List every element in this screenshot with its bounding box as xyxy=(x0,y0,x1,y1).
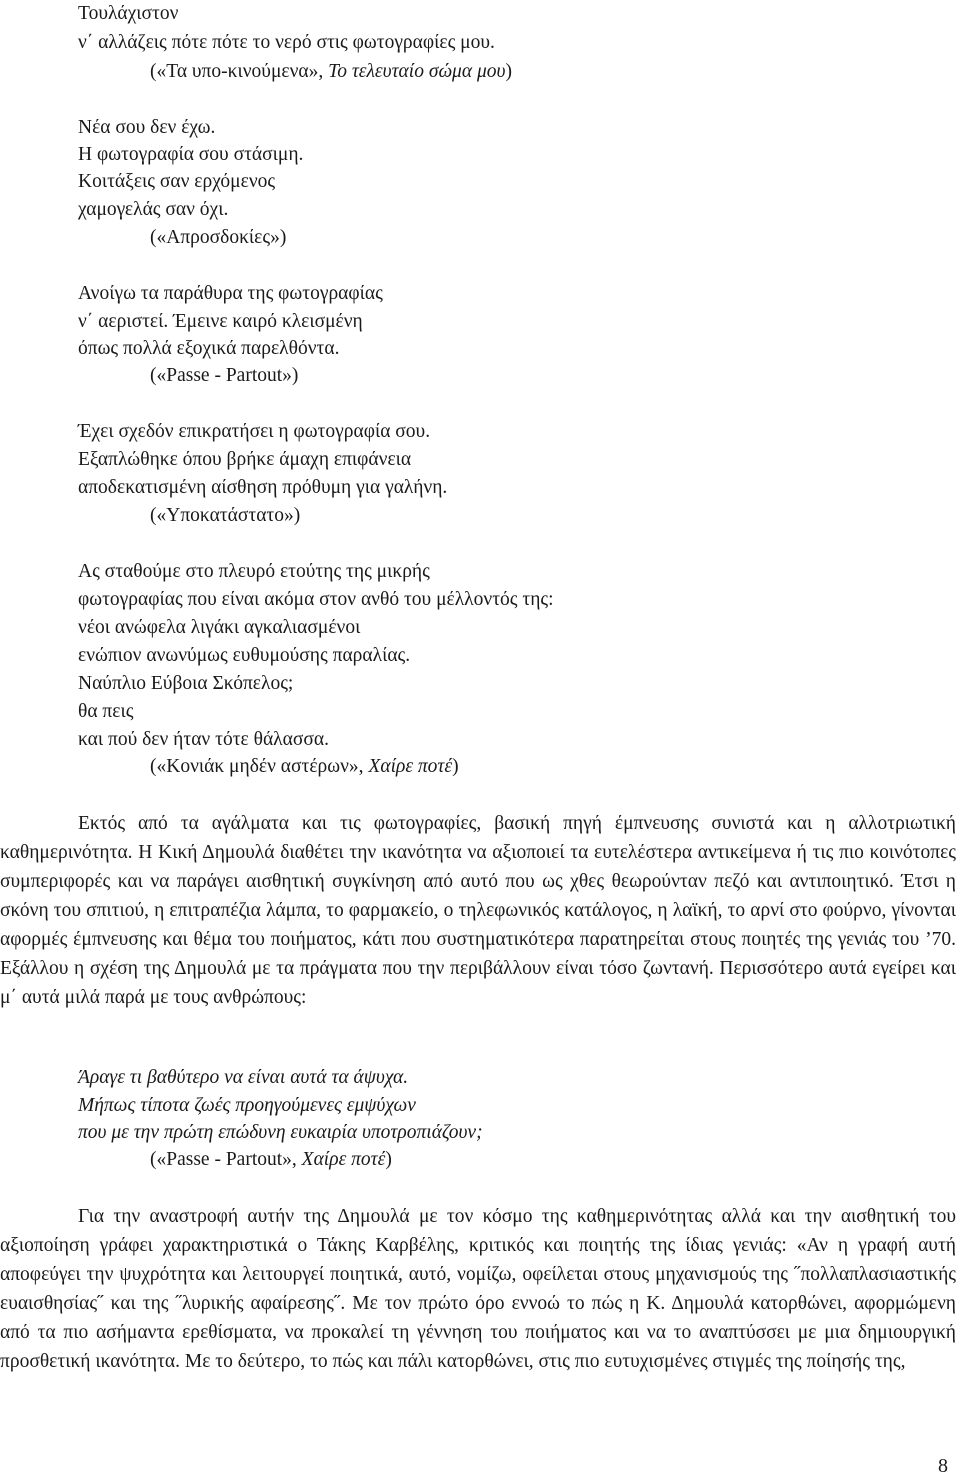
source-title: («Κονιάκ μηδέν αστέρων», xyxy=(150,756,369,777)
source-book: Χαίρε ποτέ xyxy=(301,1149,386,1170)
poem-line: Ναύπλιο Εύβοια Σκόπελος; xyxy=(78,673,294,694)
source-close: ) xyxy=(505,61,512,82)
poem-line: ενώπιον ανωνύμως ευθυμούσης παραλίας. xyxy=(78,645,411,666)
poem-line: και πού δεν ήταν τότε θάλασσα. xyxy=(78,729,329,750)
poem-line: Η φωτογραφία σου στάσιμη. xyxy=(78,144,304,165)
poem-line: που με την πρώτη επώδυνη ευκαιρία υποτροπιάζουν; xyxy=(78,1122,483,1143)
poem-line: Ανοίγω τα παράθυρα της φωτογραφίας xyxy=(78,283,383,304)
paragraph-text: Για την αναστροφή αυτήν της Δημουλά με τον κόσμο της καθημερινότητας αλλά και την αισθητική του αξιοποίηση γράφει χαρακτηριστικά ο Τάκης Καρβέλης, κριτικός και ποιητής της ίδιας γενιάς: «Αν η γραφή αυτή αποφεύγει την ψυχρότητα και λειτουργεί ποιητικά, αυτό, νομίζω, οφείλεται στους μηχανισμούς της ˝πολλαπλασιαστικής ευαισθησίας˝ και της ˝λυρικής αφαίρεσης˝. Με τον πρώτο όρο εννοώ το πώς η Κ. Δημουλά κατορθώνει, αφορμώμενη από τα πιο ασήμαντα ερεθίσματα, να προκαλεί τη γέννηση του ποιήματος και να το αναπτύσσει με μια δημιουργική προσθετική ικανότητα. Με το δεύτερο, το πώς και πάλι κατορθώνει, στις πιο ευτυχισμένες στιγμές της ποίησής της, xyxy=(0,1206,956,1372)
poem-line: θα πεις xyxy=(78,701,134,722)
poem-line: Άραγε τι βαθύτερο να είναι αυτά τα άψυχα. xyxy=(78,1067,409,1088)
source-close: ) xyxy=(452,756,459,777)
poem-line: Κοιτάξεις σαν ερχόμενος xyxy=(78,171,276,192)
poem-source: («Απροσδοκίες») xyxy=(150,227,287,248)
poem-line: αποδεκατισμένη αίσθηση πρόθυμη για γαλήνη. xyxy=(78,477,448,498)
source-close: ) xyxy=(385,1149,392,1170)
page-number: 8 xyxy=(938,1455,948,1477)
source-title: («Passe - Partout», xyxy=(150,1149,302,1170)
poem-source xyxy=(150,1146,392,1174)
source-book: Χαίρε ποτέ xyxy=(368,756,453,777)
poem-line: νέοι ανώφελα λιγάκι αγκαλιασμένοι xyxy=(78,617,361,638)
poem-source: («Υποκατάστατο») xyxy=(150,505,301,526)
poem-line: Ας σταθούμε στο πλευρό ετούτης της μικρής xyxy=(78,561,430,582)
poem-line: ν΄ αλλάζεις πότε πότε το νερό στις φωτογραφίες μου. xyxy=(78,32,495,53)
poem-line: φωτογραφίας που είναι ακόμα στον ανθό του μέλλοντός της: xyxy=(78,589,554,610)
poem-line: Μήπως τίποτα ζωές προηγούμενες εμψύχων xyxy=(78,1095,416,1116)
body-paragraph xyxy=(0,1202,956,1376)
poem-line: Εξαπλώθηκε όπου βρήκε άμαχη επιφάνεια xyxy=(78,449,412,470)
poem-line: όπως πολλά εξοχικά παρελθόντα. xyxy=(78,338,340,359)
source-book: Το τελευταίο σώμα μου xyxy=(328,61,506,82)
poem-line: Τουλάχιστον xyxy=(78,3,179,24)
poem-source xyxy=(150,58,512,86)
poem-source: («Passe - Partout») xyxy=(150,365,299,386)
poem-line: Έχει σχεδόν επικρατήσει η φωτογραφία σου. xyxy=(78,421,431,442)
poem-line: ν΄ αεριστεί. Έμεινε καιρό κλεισμένη xyxy=(78,311,363,332)
paragraph-text: Εκτός από τα αγάλματα και τις φωτογραφίες, βασική πηγή έμπνευσης συνιστά και η αλλοτριωτική καθημερινότητα. Η Κική Δημουλά διαθέτει την ικανότητα να αξιοποιεί τα ευτελέστερα αντικείμενα ή τις πιο κοινότοπες συμπεριφορές και να παράγει αισθητική συγκίνηση από αυτό που ως χθες θεωρούνταν πεζό και αντιποιητικό. Έτσι η σκόνη του σπιτιού, η επιτραπέζια λάμπα, το φαρμακείο, ο τηλεφωνικός κατάλογος, η λαϊκή, το αρνί στο φούρνο, γίνονται αφορμές έμπνευσης και θέμα του ποιήματος, κάτι που συστηματικότερα παρατηρείται στους ποιητές της γενιάς του ’70. Εξάλλου η σχέση της Δημουλά με τα πράγματα που την περιβάλλουν είναι τόσο ζωντανή. Περισσότερο αυτά εγείρει και μ΄ αυτά μιλά παρά με τους ανθρώπους: xyxy=(0,813,956,1008)
body-paragraph xyxy=(0,809,956,1012)
source-title: («Τα υπο-κινούμενα», xyxy=(150,61,329,82)
poem-source xyxy=(150,753,459,781)
poem-line: Νέα σου δεν έχω. xyxy=(78,117,216,138)
poem-line: χαμογελάς σαν όχι. xyxy=(78,199,229,220)
